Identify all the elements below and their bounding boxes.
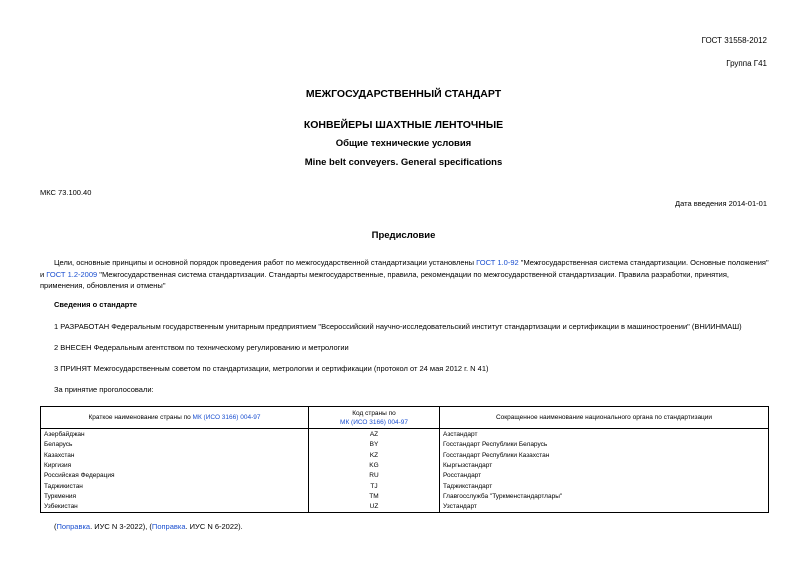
table-row: [41, 502, 769, 513]
info-heading: Сведения о стандарте: [54, 300, 138, 309]
amendment-link-1[interactable]: Поправка: [56, 522, 91, 531]
amendment-link-2[interactable]: Поправка: [151, 522, 186, 531]
table-header-row: [41, 407, 769, 429]
col-country-text: Краткое наименование страны по: [88, 414, 193, 421]
table-row: [41, 451, 769, 461]
code-cell: RU: [309, 471, 440, 481]
amend-text-1: . ИУС N 3-2022), (: [90, 522, 152, 531]
table-row: [41, 481, 769, 491]
amend-open: (: [54, 522, 57, 531]
country-cell: Киргизия: [41, 461, 309, 471]
standards-body-cell: Узстандарт: [440, 502, 769, 513]
foreword-text-c: "Межгосударственная система стандартизации. Стандарты межгосударственные, правила, рекомендации по межгосударственной стандартизации. Правила разработки, принятия, применения, обновления и отмены": [40, 269, 730, 290]
info-item-2: 2 ВНЕСЕН Федеральным агентством по техническому регулированию и метрологии: [54, 343, 349, 352]
mk-iso-link-col1[interactable]: МК (ИСО 3166) 004-97: [192, 414, 261, 421]
foreword-heading: Предисловие: [371, 230, 436, 241]
gost-1-2-2009-link[interactable]: ГОСТ 1.2-2009: [46, 269, 98, 279]
country-cell: Азербайджан: [41, 429, 309, 441]
table-row: [41, 471, 769, 481]
code-cell: TM: [309, 492, 440, 502]
code-cell: AZ: [309, 429, 440, 441]
doc-number: ГОСТ 31558-2012: [701, 36, 767, 45]
info-item-1: 1 РАЗРАБОТАН Федеральным государственным унитарным предприятием "Всероссийский научно-исследовательский институт стандартизации и сертификации в машиностроении" (ВНИИНМАШ): [54, 322, 742, 331]
document-subtitle: Общие технические условия: [335, 138, 472, 149]
standards-body-cell: Кыргызстандарт: [440, 461, 769, 471]
country-cell: Беларусь: [41, 440, 309, 450]
standards-body-cell: Росстандарт: [440, 471, 769, 481]
document-title: КОНВЕЙЕРЫ ШАХТНЫЕ ЛЕНТОЧНЫЕ: [303, 119, 504, 131]
country-cell: Узбекистан: [41, 502, 309, 513]
col-code-text: Код страны по: [352, 409, 396, 417]
country-cell: Туркмения: [41, 492, 309, 502]
col-code-header: [309, 407, 440, 429]
table-row: [41, 492, 769, 502]
mk-iso-link-col2[interactable]: МК (ИСО 3166) 004-97: [340, 418, 408, 426]
english-title: Mine belt conveyers. General specifications: [304, 157, 503, 168]
country-cell: Российская Федерация: [41, 471, 309, 481]
intro-date: Дата введения 2014-01-01: [675, 199, 767, 208]
table-row: [41, 461, 769, 471]
foreword-paragraph: [40, 257, 770, 292]
code-cell: KG: [309, 461, 440, 471]
gost-1-0-92-link[interactable]: ГОСТ 1.0-92: [476, 258, 519, 267]
foreword-text-b: "Межгосударственная система стандартизации. Основные положения" и: [40, 258, 769, 279]
standards-body-cell: Азстандарт: [440, 429, 769, 441]
country-cell: Казахстан: [41, 451, 309, 461]
voting-table: [40, 406, 769, 513]
doc-group: Группа Г41: [726, 59, 767, 68]
amend-text-2: . ИУС N 6-2022).: [185, 522, 243, 531]
code-cell: BY: [309, 440, 440, 450]
col-body-header: Сокращенное наименование национального органа по стандартизации: [440, 407, 769, 429]
country-cell: Таджикистан: [41, 481, 309, 491]
table-row: [41, 429, 769, 441]
vote-caption: За принятие проголосовали:: [54, 385, 154, 394]
standards-body-cell: Таджикстандарт: [440, 481, 769, 491]
mks-code: МКС 73.100.40: [40, 188, 92, 197]
standards-body-cell: Госстандарт Республики Беларусь: [440, 440, 769, 450]
table-row: [41, 440, 769, 450]
code-cell: TJ: [309, 481, 440, 491]
amendments-line: [54, 522, 243, 531]
info-item-3: 3 ПРИНЯТ Межгосударственным советом по стандартизации, метрологии и сертификации (протокол от 24 мая 2012 г. N 41): [54, 364, 489, 373]
code-cell: KZ: [309, 451, 440, 461]
col-country-header: [41, 407, 309, 429]
standards-body-cell: Госстандарт Республики Казахстан: [440, 451, 769, 461]
standards-body-cell: Главгосслужба "Туркменстандартлары": [440, 492, 769, 502]
standard-kind: МЕЖГОСУДАРСТВЕННЫЙ СТАНДАРТ: [305, 88, 502, 100]
foreword-text-a: Цели, основные принципы и основной порядок проведения работ по межгосударственной стандартизации установлены: [54, 258, 477, 267]
code-cell: UZ: [309, 502, 440, 513]
